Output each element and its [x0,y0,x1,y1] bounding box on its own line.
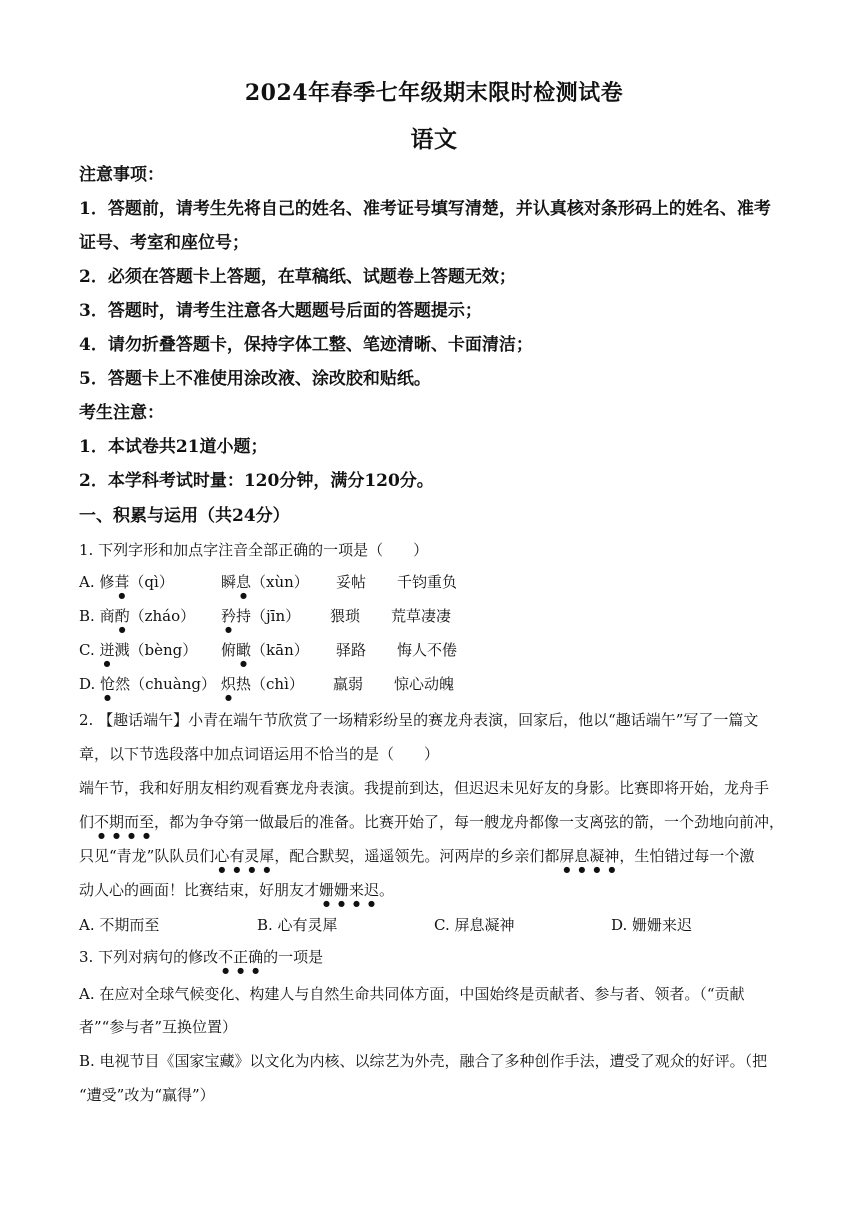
passage-text: 们 [79,813,95,831]
word-char: 商 [99,607,115,625]
exam-title: 2024年春季七年级期末限时检测试卷 [244,80,624,106]
notice-heading: 注意事项： [79,165,164,185]
question-2-option-b: B. 心有灵犀 [257,916,338,934]
notice-item: 2．必须在答题卡上答题，在草稿纸、试题卷上答题无效； [79,267,516,287]
notice-item: 3．答题时，请考生注意各大题题号后面的答题提示； [79,301,482,321]
passage-text: 。 [379,881,395,899]
dotted-char: 炽 [221,675,237,693]
passage-text: ，生怕错过每一个激 [619,847,755,865]
word-char: 热 [236,675,252,693]
option-word: 猥琐 [330,607,361,625]
candidate-item: 1．本试卷共21道小题； [79,437,268,457]
question-2-option-a: A. 不期而至 [79,916,160,934]
passage-text: ，都为争夺第一做最后的准备。比赛开始了，每一艘龙舟都像一支离弦的箭，一个劲地向前冲， [154,813,785,831]
dotted-char: 怆 [100,675,116,693]
notice-item: 1．答题前，请考生先将自己的姓名、准考证号填写清楚，并认真核对条形码上的姓名、准考 [79,199,771,219]
passage-line [79,845,794,874]
passage-text: 只见“青龙”队队员们 [79,847,215,865]
question-2-stem-cont: 章，以下节选段落中加点词语运用不恰当的是（ ） [79,745,440,763]
option-word: 羸弱 [333,675,364,693]
word-char: 瞬 [221,573,237,591]
pinyin: （kān） [251,641,309,659]
option-label: D. [79,675,96,693]
dotted-phrase: 不正确 [218,948,264,966]
stem-text: 3. 下列对病句的修改 [79,948,219,966]
word-char: 持 [236,607,252,625]
question-3-stem [79,946,794,975]
pinyin: （xùn） [251,573,309,591]
question-2-option-d: D. 姗姗来迟 [611,916,693,934]
question-3-option-a-cont: 者”“参与者”互换位置） [79,1018,238,1036]
passage-line [79,879,794,908]
question-3-option-b-cont: “遭受”改为“赢得”） [79,1086,215,1104]
word-char: 溅 [114,641,130,659]
candidate-item: 2．本学科考试时量：120分钟，满分120分。 [79,471,434,491]
dotted-char: 迸 [99,641,115,659]
passage-line [79,811,794,840]
question-3-option-a: A. 在应对全球气候变化、构建人与自然生命共同体方面，中国始终是贡献者、参与者、领者。（“贡献 [79,985,745,1003]
pinyin: （bèng） [129,641,198,659]
dotted-phrase: 心有灵犀 [214,847,275,865]
notice-item: 证号、考室和座位号； [79,233,249,253]
pinyin: （zháo） [129,607,196,625]
stem-text: 的一项是 [263,948,324,966]
dotted-char: 葺 [114,573,130,591]
word-char: 俯 [221,641,237,659]
dotted-char: 矜 [221,607,237,625]
question-2-stem: 2. 【趣话端午】小青在端午节欣赏了一场精彩纷呈的赛龙舟表演，回家后，他以“趣话端午”写了一篇文 [79,711,759,729]
dotted-char: 酌 [114,607,130,625]
option-label: C. [79,641,95,659]
word-char: 然 [115,675,131,693]
dotted-char: 瞰 [236,641,252,659]
pinyin: （chì） [251,675,304,693]
pinyin: （jīn） [251,607,301,625]
passage-line: 端午节，我和好朋友相约观看赛龙舟表演。我提前到达，但迟迟未见好友的身影。比赛即将开始，龙舟手 [79,779,770,797]
passage-text: 动人心的画面！比赛结束，好朋友才 [79,881,320,899]
option-word: 荒草凄凄 [391,607,452,625]
option-word: 千钧重负 [397,573,458,591]
question-3-option-b: B. 电视节目《国家宝藏》以文化为内核、以综艺为外壳，融合了多种创作手法，遭受了观众的好评。（把 [79,1052,768,1070]
dotted-phrase: 姗姗来迟 [319,881,380,899]
option-label: A. [79,573,95,591]
pinyin: （qì） [129,573,174,591]
option-word: 妥帖 [336,573,367,591]
subject-title: 语文 [410,126,458,153]
question-2-option-c: C. 屏息凝神 [434,916,515,934]
pinyin: （chuàng） [130,675,217,693]
section-heading: 一、积累与运用（共24分） [79,506,290,526]
notice-item: 4．请勿折叠答题卡，保持字体工整、笔迹清晰、卡面清洁； [79,335,533,355]
option-label: B. [79,607,95,625]
option-word: 驿路 [336,641,367,659]
option-word: 悔人不倦 [397,641,458,659]
question-1-stem: 1. 下列字形和加点字注音全部正确的一项是（ ） [79,541,429,559]
notice-item: 5．答题卡上不准使用涂改液、涂改胶和贴纸。 [79,369,431,389]
option-word: 惊心动魄 [394,675,455,693]
dotted-phrase: 屏息凝神 [559,847,620,865]
passage-text: ，配合默契，遥遥领先。河两岸的乡亲们都 [274,847,560,865]
dotted-phrase: 不期而至 [94,813,155,831]
candidate-heading: 考生注意： [79,403,164,423]
dotted-char: 息 [236,573,252,591]
word-char: 修 [99,573,115,591]
